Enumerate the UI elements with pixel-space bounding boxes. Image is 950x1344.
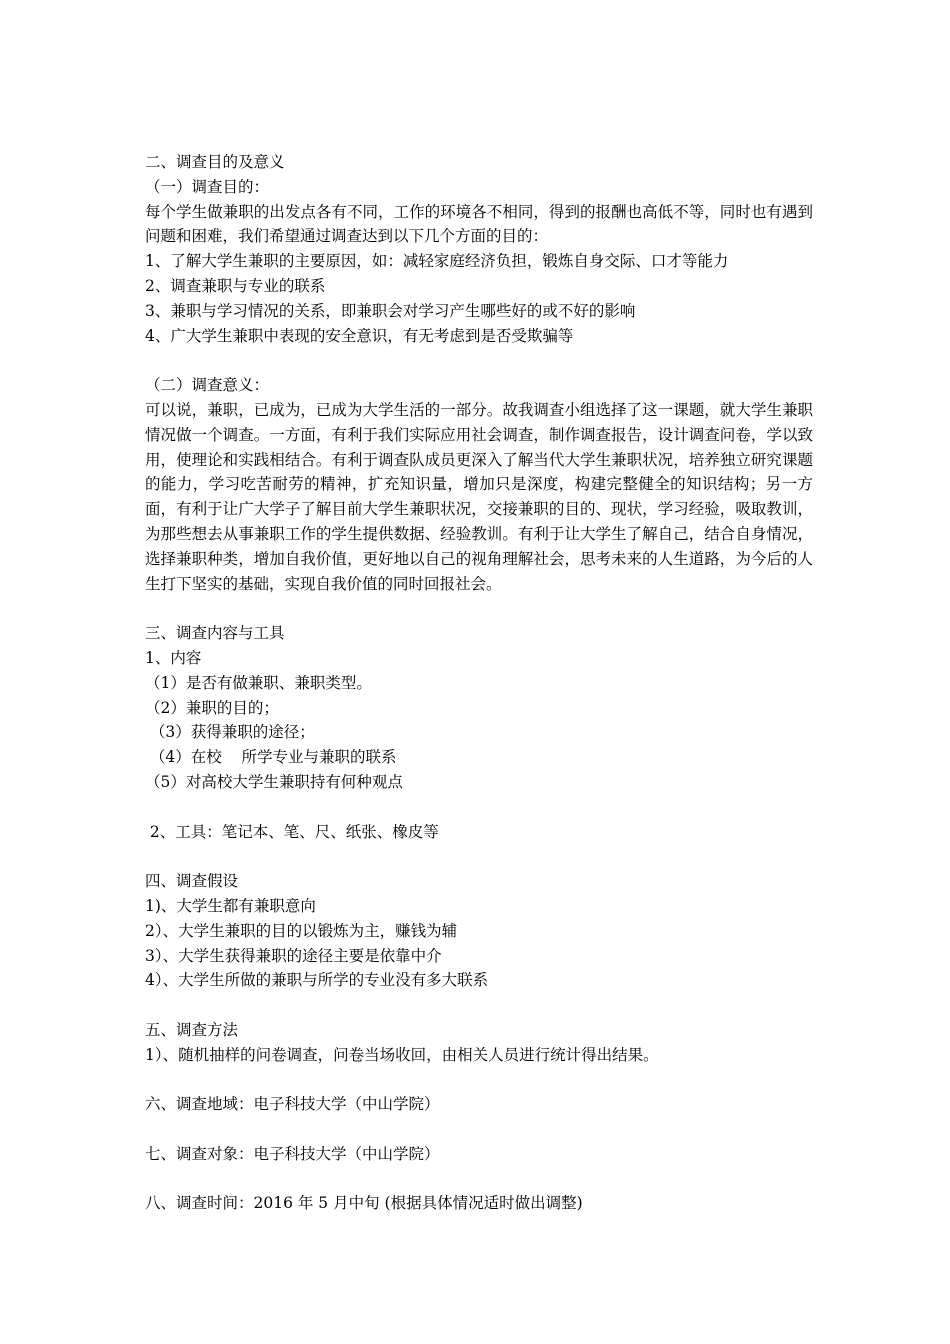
- spacer: [145, 993, 813, 1018]
- content-item-4: （4）在校 所学专业与兼职的联系: [145, 748, 397, 767]
- goal-item-3: 3、兼职与学习情况的关系，即兼职会对学习产生哪些好的或不好的影响: [145, 301, 636, 320]
- spacer: [145, 844, 813, 869]
- section-6-region: 六、调查地域：电子科技大学（中山学院）: [145, 1095, 440, 1114]
- spacer: [145, 1117, 813, 1142]
- spacer: [145, 1067, 813, 1092]
- section-5-heading: 五、调查方法: [145, 1020, 239, 1039]
- content-item-2: （2）兼职的目的；: [145, 698, 279, 717]
- section-7-subjects: 七、调查对象：电子科技大学（中山学院）: [145, 1144, 440, 1163]
- purpose-paragraph: 每个学生做兼职的出发点各有不同，工作的环境各不相同，得到的报酬也高低不等，同时也有遇到问题和困难，我们希望通过调查达到以下几个方面的目的：: [145, 202, 813, 246]
- goal-item-1: 1、了解大学生兼职的主要原因，如：减轻家庭经济负担，锻炼自身交际、口才等能力: [145, 252, 729, 271]
- section-4-heading: 四、调查假设: [145, 872, 239, 891]
- content-item-5: （5）对高校大学生兼职持有何种观点: [145, 772, 403, 791]
- spacer: [145, 348, 813, 373]
- hypothesis-item-3: 3）、大学生获得兼职的途径主要是依靠中介: [145, 946, 442, 965]
- spacer: [145, 596, 813, 621]
- tools-line: 2、工具：笔记本、笔、尺、纸张、橡皮等: [145, 822, 439, 841]
- section-3-heading: 三、调查内容与工具: [145, 624, 285, 643]
- subsection-significance-heading: （二）调查意义：: [145, 376, 270, 395]
- section-8-time: 八、调查时间：2016 年 5 月中旬 (根据具体情况适时做出调整): [145, 1194, 583, 1213]
- hypothesis-item-4: 4）、大学生所做的兼职与所学的专业没有多大联系: [145, 971, 489, 990]
- method-item-1: 1）、随机抽样的问卷调查，问卷当场收回，由相关人员进行统计得出结果。: [145, 1045, 659, 1064]
- hypothesis-item-2: 2）、大学生兼职的目的以锻炼为主，赚钱为辅: [145, 921, 458, 940]
- spacer: [145, 1167, 813, 1192]
- content-item-3: （3）获得兼职的途径；: [145, 723, 315, 742]
- goal-item-4: 4、广大学生兼职中表现的安全意识，有无考虑到是否受欺骗等: [145, 326, 574, 345]
- hypothesis-item-1: 1)、大学生都有兼职意向: [145, 896, 316, 915]
- document-body: [145, 150, 813, 1216]
- content-item-1: （1）是否有做兼职、兼职类型。: [145, 673, 372, 692]
- subsection-purpose-heading: （一）调查目的：: [145, 177, 270, 196]
- content-label: 1、内容: [145, 648, 202, 667]
- section-2-heading: 二、调查目的及意义: [145, 153, 285, 171]
- significance-paragraph: 可以说，兼职，已成为，已成为大学生活的一部分。故我调查小组选择了这一课题，就大学生兼职情况做一个调查。一方面，有利于我们实际应用社会调查，制作调查报告，设计调查问卷，学以致用，使理论和实践相结合。有利于调查队成员更深入了解当代大学生兼职状况，培养独立研究课题的能力，学习吃苦耐劳的精神，扩充知识量，增加只是深度，构建完整健全的知识结构；另一方面，有利于让广大学子了解目前大学生兼职状况，交接兼职的目的、现状，学习经验，吸取教训，为那些想去从事兼职工作的学生提供数据、经验教训。有利于让大学生了解自己，结合自身情况，选择兼职种类，增加自我价值，更好地以自己的视角理解社会，思考未来的人生道路，为今后的人生打下坚实的基础，实现自我价值的同时回报社会。: [145, 400, 813, 593]
- spacer: [145, 795, 813, 820]
- goal-item-2: 2、调查兼职与专业的联系: [145, 276, 326, 295]
